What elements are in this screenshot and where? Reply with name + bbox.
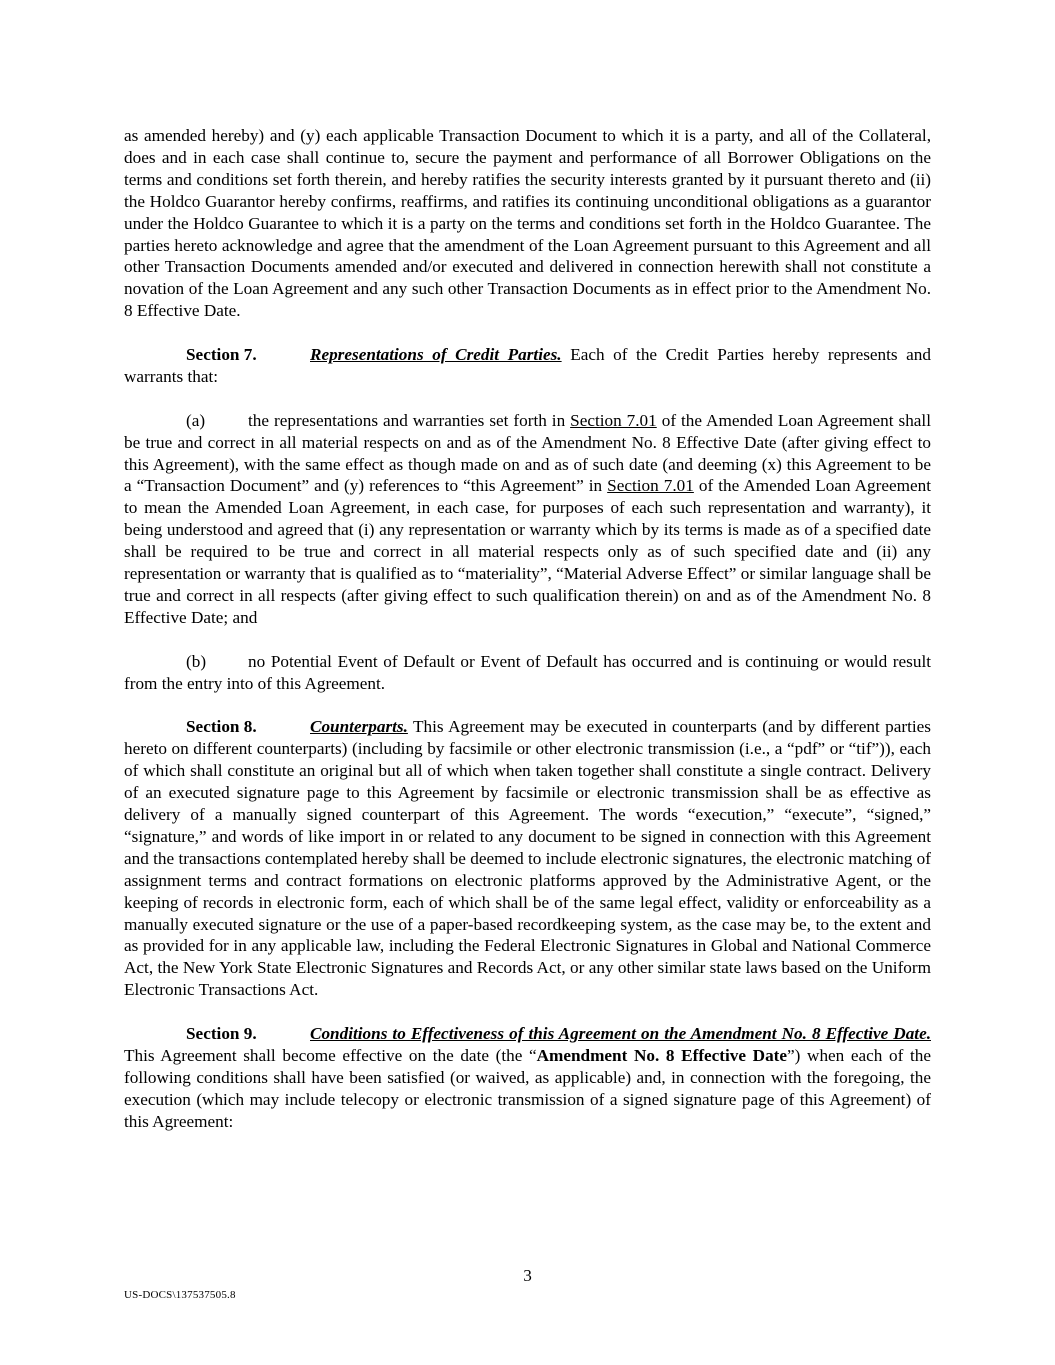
section-7-paragraph (124, 344, 931, 388)
section-7-text: Each of the Credit Parties hereby represents and warrants that: (124, 345, 931, 386)
defined-term-effective-date: Amendment No. 8 Effective Date (536, 1045, 788, 1065)
section-7-caption: Representations of Credit Parties. (310, 345, 562, 365)
item-b-label: (b) (186, 651, 207, 671)
section-8-label: Section 8. (186, 717, 257, 737)
section-9-text-2: ”) when each of the following conditions shall have been satisfied (or waived, as applicable) and, in connection with the foregoing, the execution (which may include telecopy or electronic transmission of a signed signature page of this Agreement) of this Agreement: (124, 1045, 931, 1131)
item-b-text: no Potential Event of Default or Event of Default has occurred and is continuing or would result from the entry into of this Agreement. (124, 651, 931, 693)
section-ref-7-01: Section 7.01 (570, 410, 657, 430)
item-a-text-3: of the Amended Loan Agreement to mean the Amended Loan Agreement, in each case, for purposes of each such representation and warranty), it being understood and agreed that (i) any representation or warranty which by its terms is made as of a specified date shall be required to be true and correct in all material respects only as of such specified date and (ii) any representation or warranty that is qualified as to “materiality”, “Material Adverse Effect” or similar language shall be true and correct in all respects (after giving effect to such qualification therein) on and as of the Amendment No. 8 Effective Date; and (124, 476, 931, 627)
section-9-caption: Conditions to Effectiveness of this Agreement on the Amendment No. 8 Effective Date. (310, 1024, 931, 1044)
item-a-text-1: the representations and warranties set forth in (248, 410, 571, 430)
page-number: 3 (523, 1266, 532, 1285)
section-8-paragraph (124, 716, 931, 1001)
continuation-text: as amended hereby) and (y) each applicable Transaction Document to which it is a party, and all of the Collateral, does and in each case shall continue to, secure the payment and performance of all Borrower Obligations on the terms and conditions set forth therein, and hereby ratifies the security interests granted by it pursuant thereto and (ii) the Holdco Guarantor hereby confirms, reaffirms, and ratifies its continuing unconditional obligations as a guarantor under the Holdco Guarantee to which it is a party on the terms and conditions set forth in the Holdco Guarantee. The parties hereto acknowledge and agree that the amendment of the Loan Agreement pursuant to this Agreement and all other Transaction Documents amended and/or executed and delivered in connection herewith shall not constitute a novation of the Loan Agreement and any such other Transaction Documents as in effect prior to the Amendment No. 8 Effective Date. (124, 126, 931, 321)
document-id: US-DOCS\137537505.8 (124, 1289, 236, 1301)
document-body (124, 125, 931, 1155)
section-7-label: Section 7. (186, 345, 257, 365)
section-9-text-1: This Agreement shall become effective on the date (the “ (124, 1045, 537, 1065)
section-7-item-b (124, 651, 931, 695)
item-a-label: (a) (186, 410, 206, 430)
section-9-paragraph (124, 1023, 931, 1133)
section-9-label: Section 9. (186, 1024, 257, 1044)
section-7-item-a (124, 410, 931, 629)
section-8-text: This Agreement may be executed in counterparts (and by different parties hereto on different counterparts) (including by facsimile or other electronic transmission (i.e., a “pdf” or “tif”)), each of which shall constitute an original but all of which when taken together shall constitute a single contract. Delivery of an executed signature page to this Agreement by facsimile or electronic transmission shall be as effective as delivery of a manually signed counterpart of this Agreement. The words “execution,” “execute”, “signed,” “signature,” and words of like import in or related to any document to be signed in connection with this Agreement and the transactions contemplated hereby shall be deemed to include electronic signatures, the electronic matching of assignment terms and contract formations on electronic platforms approved by the Administrative Agent, or the keeping of records in electronic form, each of which shall be of the same legal effect, validity or enforceability as a manually executed signature or the use of a paper-based recordkeeping system, as the case may be, to the extent and as provided for in any applicable law, including the Federal Electronic Signatures in Global and National Commerce Act, the New York State Electronic Signatures and Records Act, or any other similar state laws based on the Uniform Electronic Transactions Act. (124, 717, 931, 1000)
continuation-paragraph (124, 125, 931, 322)
item-a-text-2: of the Amended Loan Agreement shall be true and correct in all material respects on and as of the Amendment No. 8 Effective Date (after giving effect to this Agreement), with the same effect as though made on and as of such date (and deeming (x) this Agreement to be a “Transaction Document” and (y) references to “this Agreement” in (124, 410, 931, 496)
section-ref-7-01-second: Section 7.01 (607, 476, 694, 496)
section-8-caption: Counterparts. (310, 717, 408, 737)
